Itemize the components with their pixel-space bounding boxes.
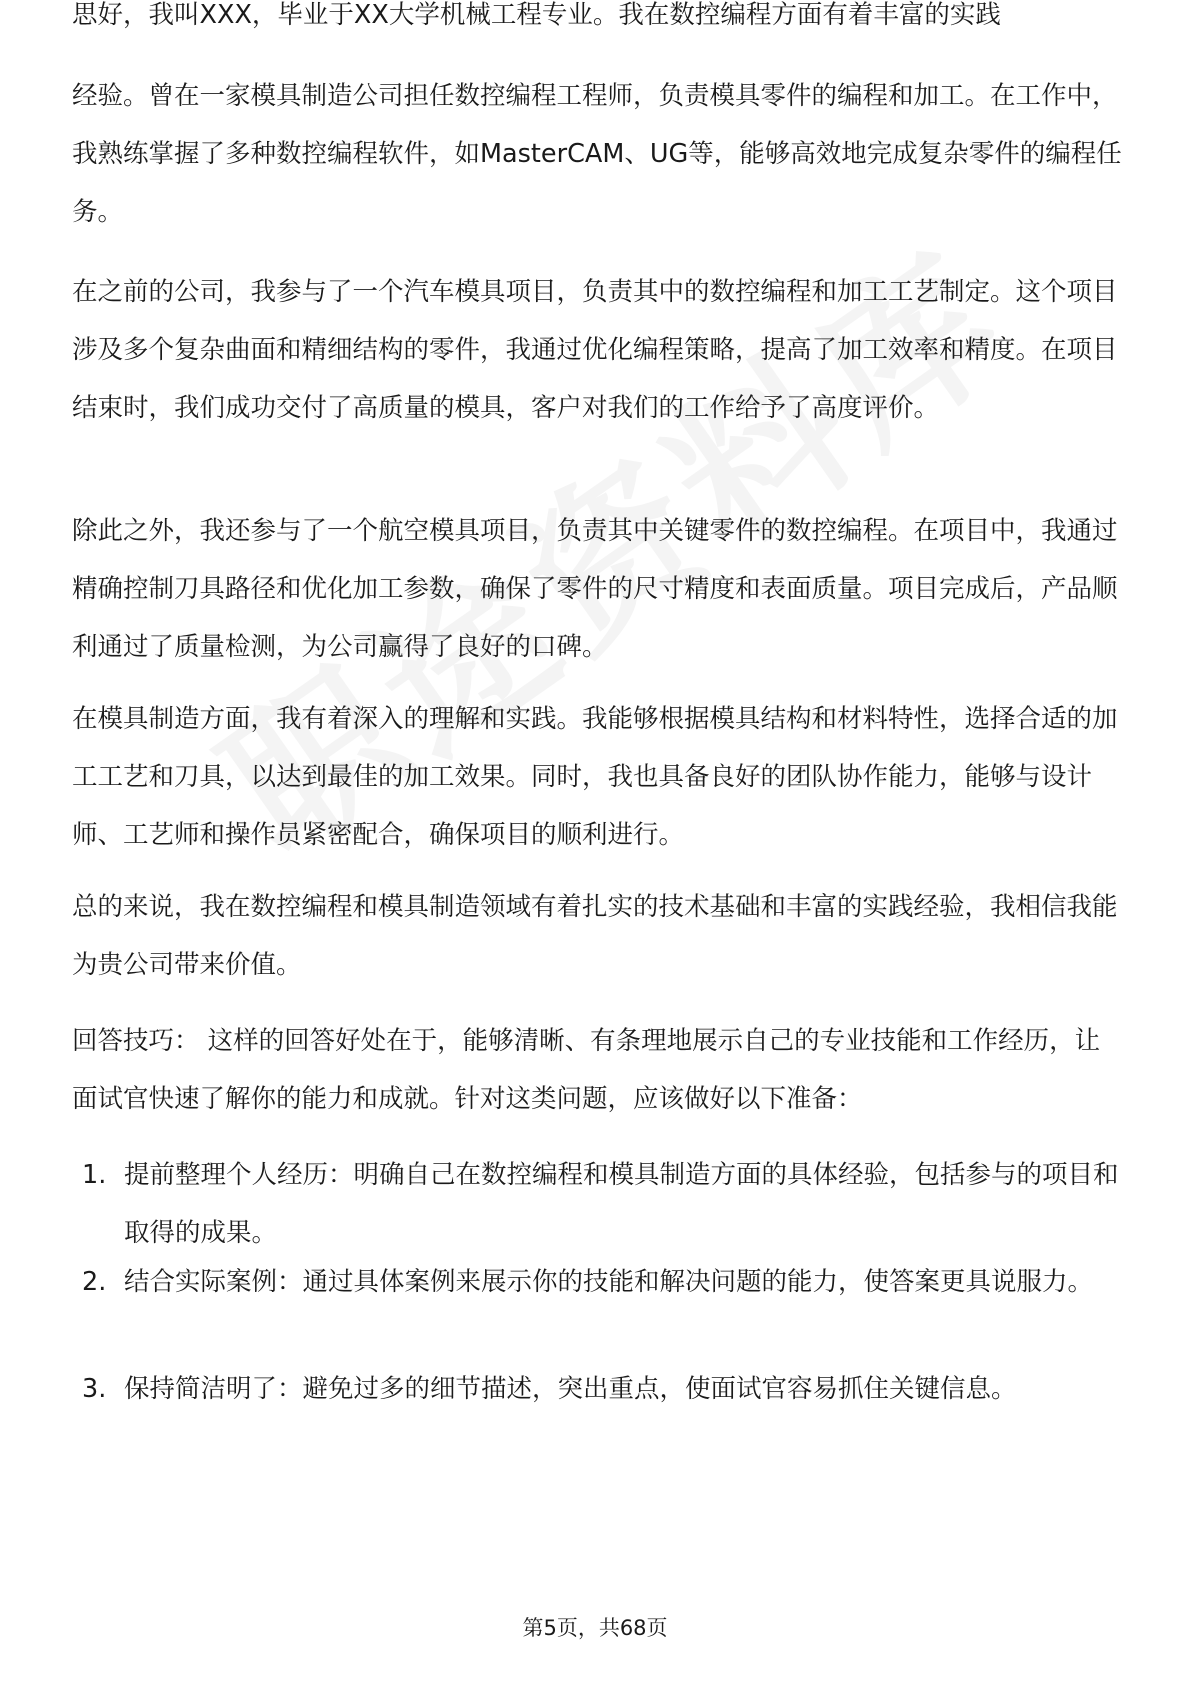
cut-off-top-line: 思好，我叫XXX，毕业于XX大学机械工程专业。我在数控编程方面有着丰富的实践 — [72, 0, 1001, 30]
list-number: 3. — [82, 1374, 107, 1404]
page-footer: 第5页，共68页 — [522, 1616, 668, 1640]
list-text: 保持简洁明了：避免过多的细节描述，突出重点，使面试官容易抓住关键信息。 — [124, 1374, 1017, 1404]
paragraph-mold-manufacturing: 在模具制造方面，我有着深入的理解和实践。我能够根据模具结构和材料特性，选择合适的加工工艺和刀具，以达到最佳的加工效果。同时，我也具备良好的团队协作能力，能够与设计师、工艺师和操作员紧密配合，确保项目的顺利进行。 — [72, 704, 1118, 850]
list-item — [82, 1360, 1122, 1418]
list-text: 提前整理个人经历：明确自己在数控编程和模具制造方面的具体经验，包括参与的项目和取得的成果。 — [124, 1160, 1119, 1248]
list-number: 2. — [82, 1267, 107, 1297]
paragraph-auto-mold-project: 在之前的公司，我参与了一个汽车模具项目，负责其中的数控编程和加工工艺制定。这个项目涉及多个复杂曲面和精细结构的零件，我通过优化编程策略，提高了加工效率和精度。在项目结束时，我们成功交付了高质量的模具，客户对我们的工作给予了高度评价。 — [72, 277, 1118, 423]
paragraph-summary: 总的来说，我在数控编程和模具制造领域有着扎实的技术基础和丰富的实践经验，我相信我能为贵公司带来价值。 — [72, 892, 1118, 980]
paragraph-answer-tips: 回答技巧： 这样的回答好处在于，能够清晰、有条理地展示自己的专业技能和工作经历，让面试官快速了解你的能力和成就。针对这类问题，应该做好以下准备： — [72, 1026, 1101, 1114]
list-text: 结合实际案例：通过具体案例来展示你的技能和解决问题的能力，使答案更具说服力。 — [124, 1267, 1094, 1297]
list-item — [82, 1253, 1122, 1311]
list-number: 1. — [82, 1160, 107, 1190]
paragraph-aviation-mold-project: 除此之外，我还参与了一个航空模具项目，负责其中关键零件的数控编程。在项目中，我通过精确控制刀具路径和优化加工参数，确保了零件的尺寸精度和表面质量。项目完成后，产品顺利通过了质量检测，为公司赢得了良好的口碑。 — [72, 516, 1118, 662]
list-item — [82, 1146, 1122, 1262]
paragraph-experience: 经验。曾在一家模具制造公司担任数控编程工程师，负责模具零件的编程和加工。在工作中，我熟练掌握了多种数控编程软件，如MasterCAM、UG等，能够高效地完成复杂零件的编程任务。 — [72, 81, 1122, 227]
